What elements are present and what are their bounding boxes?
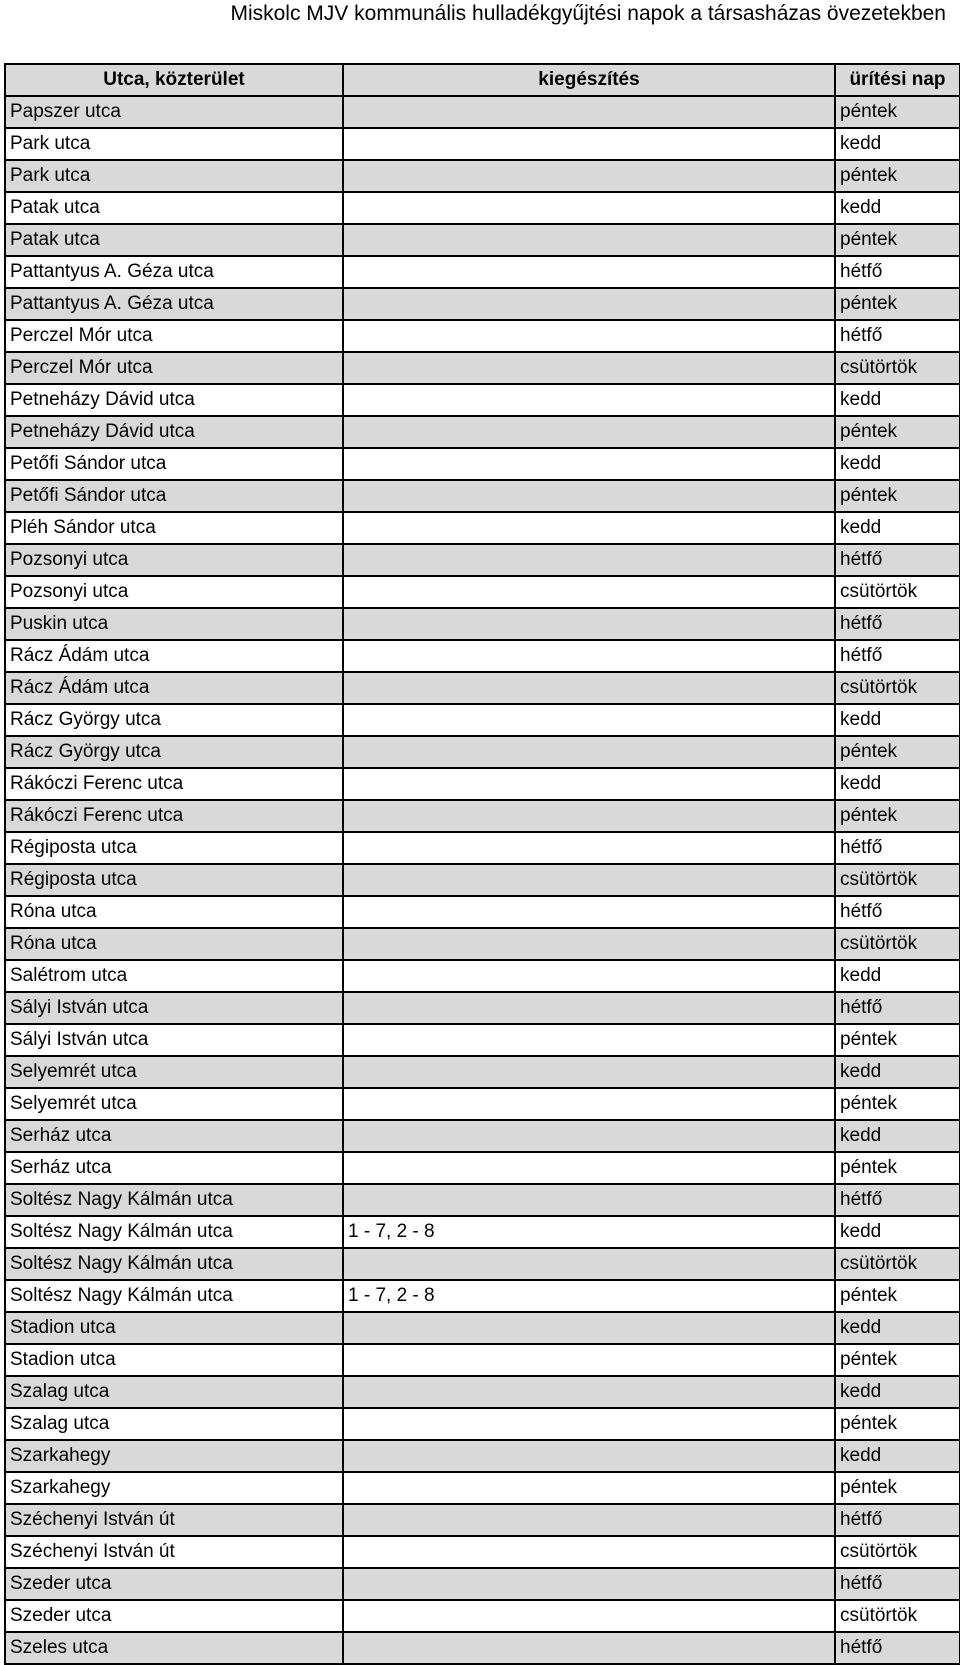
- street-cell: Sályi István utca: [5, 992, 343, 1024]
- street-cell: Sályi István utca: [5, 1024, 343, 1056]
- table-row: [5, 544, 960, 576]
- street-cell: Serház utca: [5, 1152, 343, 1184]
- table-row: [5, 800, 960, 832]
- collection-day-cell: kedd: [835, 192, 960, 224]
- collection-day-cell: kedd: [835, 1056, 960, 1088]
- collection-day-cell: kedd: [835, 1440, 960, 1472]
- supplement-cell: [343, 1536, 835, 1568]
- street-cell: Papszer utca: [5, 96, 343, 128]
- table-row: [5, 1312, 960, 1344]
- street-cell: Pléh Sándor utca: [5, 512, 343, 544]
- collection-day-cell: péntek: [835, 160, 960, 192]
- supplement-cell: [343, 1024, 835, 1056]
- table-row: [5, 416, 960, 448]
- table-row: [5, 672, 960, 704]
- supplement-cell: [343, 608, 835, 640]
- column-header-street: Utca, közterület: [5, 64, 343, 96]
- supplement-cell: [343, 480, 835, 512]
- street-cell: Szeder utca: [5, 1568, 343, 1600]
- street-cell: Selyemrét utca: [5, 1056, 343, 1088]
- table-row: [5, 1248, 960, 1280]
- supplement-cell: [343, 1568, 835, 1600]
- table-row: [5, 384, 960, 416]
- table-row: [5, 960, 960, 992]
- supplement-cell: [343, 896, 835, 928]
- table-row: [5, 640, 960, 672]
- supplement-cell: [343, 416, 835, 448]
- supplement-cell: [343, 800, 835, 832]
- collection-day-cell: kedd: [835, 512, 960, 544]
- collection-day-cell: kedd: [835, 384, 960, 416]
- table-row: [5, 512, 960, 544]
- street-cell: Rákóczi Ferenc utca: [5, 800, 343, 832]
- supplement-cell: 1 - 7, 2 - 8: [343, 1216, 835, 1248]
- table-row: [5, 608, 960, 640]
- collection-day-cell: kedd: [835, 1312, 960, 1344]
- table-row: [5, 160, 960, 192]
- street-cell: Soltész Nagy Kálmán utca: [5, 1280, 343, 1312]
- table-row: [5, 1344, 960, 1376]
- collection-day-cell: hétfő: [835, 1568, 960, 1600]
- table-row: [5, 224, 960, 256]
- street-cell: Széchenyi István út: [5, 1536, 343, 1568]
- table-row: [5, 832, 960, 864]
- supplement-cell: [343, 192, 835, 224]
- street-cell: Rácz György utca: [5, 704, 343, 736]
- table-row: [5, 1280, 960, 1312]
- supplement-cell: [343, 1472, 835, 1504]
- supplement-cell: [343, 672, 835, 704]
- collection-day-cell: csütörtök: [835, 1536, 960, 1568]
- table-row: [5, 192, 960, 224]
- collection-day-cell: hétfő: [835, 608, 960, 640]
- street-cell: Pozsonyi utca: [5, 544, 343, 576]
- street-cell: Szalag utca: [5, 1376, 343, 1408]
- supplement-cell: [343, 1440, 835, 1472]
- table-row: [5, 288, 960, 320]
- supplement-cell: [343, 1152, 835, 1184]
- supplement-cell: [343, 704, 835, 736]
- street-cell: Szalag utca: [5, 1408, 343, 1440]
- supplement-cell: [343, 768, 835, 800]
- collection-day-cell: péntek: [835, 1472, 960, 1504]
- street-cell: Rákóczi Ferenc utca: [5, 768, 343, 800]
- supplement-cell: [343, 576, 835, 608]
- table-row: [5, 352, 960, 384]
- supplement-cell: [343, 992, 835, 1024]
- collection-schedule-table: [4, 63, 960, 1665]
- column-header-collection-day: ürítési nap: [835, 64, 960, 96]
- supplement-cell: [343, 352, 835, 384]
- street-cell: Serház utca: [5, 1120, 343, 1152]
- page-title: Miskolc MJV kommunális hulladékgyűjtési napok a társasházas övezetekben: [230, 2, 946, 25]
- street-cell: Pattantyus A. Géza utca: [5, 256, 343, 288]
- table-row: [5, 1440, 960, 1472]
- collection-day-cell: hétfő: [835, 1184, 960, 1216]
- column-header-supplement: kiegészítés: [343, 64, 835, 96]
- supplement-cell: [343, 544, 835, 576]
- table-row: [5, 736, 960, 768]
- collection-day-cell: péntek: [835, 1088, 960, 1120]
- supplement-cell: [343, 256, 835, 288]
- supplement-cell: [343, 448, 835, 480]
- table-row: [5, 1024, 960, 1056]
- street-cell: Petneházy Dávid utca: [5, 416, 343, 448]
- street-cell: Perczel Mór utca: [5, 320, 343, 352]
- table-row: [5, 1568, 960, 1600]
- supplement-cell: [343, 160, 835, 192]
- street-cell: Patak utca: [5, 192, 343, 224]
- street-cell: Soltész Nagy Kálmán utca: [5, 1216, 343, 1248]
- supplement-cell: 1 - 7, 2 - 8: [343, 1280, 835, 1312]
- table-row: [5, 480, 960, 512]
- supplement-cell: [343, 1184, 835, 1216]
- street-cell: Patak utca: [5, 224, 343, 256]
- table-row: [5, 1472, 960, 1504]
- supplement-cell: [343, 1600, 835, 1632]
- table-header-row: [5, 64, 960, 96]
- collection-day-cell: csütörtök: [835, 576, 960, 608]
- supplement-cell: [343, 96, 835, 128]
- collection-day-cell: csütörtök: [835, 864, 960, 896]
- street-cell: Rácz György utca: [5, 736, 343, 768]
- supplement-cell: [343, 736, 835, 768]
- collection-day-cell: péntek: [835, 736, 960, 768]
- street-cell: Régiposta utca: [5, 832, 343, 864]
- table-row: [5, 96, 960, 128]
- collection-day-cell: péntek: [835, 1280, 960, 1312]
- table-row: [5, 1216, 960, 1248]
- table-row: [5, 768, 960, 800]
- collection-day-cell: kedd: [835, 1376, 960, 1408]
- collection-day-cell: hétfő: [835, 256, 960, 288]
- supplement-cell: [343, 384, 835, 416]
- table-row: [5, 864, 960, 896]
- street-cell: Park utca: [5, 128, 343, 160]
- table-row: [5, 1536, 960, 1568]
- supplement-cell: [343, 864, 835, 896]
- collection-day-cell: péntek: [835, 800, 960, 832]
- street-cell: Park utca: [5, 160, 343, 192]
- collection-day-cell: hétfő: [835, 992, 960, 1024]
- collection-day-cell: hétfő: [835, 1632, 960, 1664]
- supplement-cell: [343, 128, 835, 160]
- supplement-cell: [343, 512, 835, 544]
- supplement-cell: [343, 288, 835, 320]
- collection-day-cell: csütörtök: [835, 672, 960, 704]
- table-row: [5, 896, 960, 928]
- collection-day-cell: kedd: [835, 448, 960, 480]
- street-cell: Stadion utca: [5, 1344, 343, 1376]
- table-row: [5, 256, 960, 288]
- supplement-cell: [343, 1408, 835, 1440]
- collection-day-cell: péntek: [835, 224, 960, 256]
- street-cell: Rácz Ádám utca: [5, 640, 343, 672]
- collection-day-cell: hétfő: [835, 1504, 960, 1536]
- supplement-cell: [343, 1088, 835, 1120]
- collection-day-cell: hétfő: [835, 640, 960, 672]
- table-row: [5, 1504, 960, 1536]
- street-cell: Pattantyus A. Géza utca: [5, 288, 343, 320]
- collection-day-cell: péntek: [835, 96, 960, 128]
- collection-day-cell: péntek: [835, 1344, 960, 1376]
- street-cell: Pozsonyi utca: [5, 576, 343, 608]
- street-cell: Szeder utca: [5, 1600, 343, 1632]
- collection-day-cell: csütörtök: [835, 928, 960, 960]
- street-cell: Puskin utca: [5, 608, 343, 640]
- collection-day-cell: hétfő: [835, 896, 960, 928]
- street-cell: Soltész Nagy Kálmán utca: [5, 1248, 343, 1280]
- street-cell: Petőfi Sándor utca: [5, 448, 343, 480]
- street-cell: Petneházy Dávid utca: [5, 384, 343, 416]
- collection-day-cell: kedd: [835, 1120, 960, 1152]
- collection-day-cell: csütörtök: [835, 352, 960, 384]
- table-row: [5, 1600, 960, 1632]
- collection-day-cell: kedd: [835, 960, 960, 992]
- collection-day-cell: hétfő: [835, 832, 960, 864]
- street-cell: Szarkahegy: [5, 1440, 343, 1472]
- table-row: [5, 992, 960, 1024]
- collection-day-cell: péntek: [835, 1024, 960, 1056]
- table-row: [5, 448, 960, 480]
- table-row: [5, 1376, 960, 1408]
- supplement-cell: [343, 1312, 835, 1344]
- supplement-cell: [343, 320, 835, 352]
- supplement-cell: [343, 960, 835, 992]
- collection-day-cell: csütörtök: [835, 1248, 960, 1280]
- supplement-cell: [343, 1056, 835, 1088]
- table-row: [5, 704, 960, 736]
- supplement-cell: [343, 1504, 835, 1536]
- collection-day-cell: péntek: [835, 1152, 960, 1184]
- collection-day-cell: kedd: [835, 128, 960, 160]
- street-cell: Perczel Mór utca: [5, 352, 343, 384]
- supplement-cell: [343, 832, 835, 864]
- collection-day-cell: hétfő: [835, 320, 960, 352]
- street-cell: Salétrom utca: [5, 960, 343, 992]
- collection-day-cell: péntek: [835, 480, 960, 512]
- collection-day-cell: kedd: [835, 1216, 960, 1248]
- collection-day-cell: kedd: [835, 704, 960, 736]
- street-cell: Rácz Ádám utca: [5, 672, 343, 704]
- street-cell: Régiposta utca: [5, 864, 343, 896]
- supplement-cell: [343, 224, 835, 256]
- supplement-cell: [343, 1344, 835, 1376]
- street-cell: Szeles utca: [5, 1632, 343, 1664]
- street-cell: Róna utca: [5, 896, 343, 928]
- table-row: [5, 1408, 960, 1440]
- table-row: [5, 1184, 960, 1216]
- collection-day-cell: péntek: [835, 416, 960, 448]
- collection-day-cell: hétfő: [835, 544, 960, 576]
- table-row: [5, 1088, 960, 1120]
- street-cell: Selyemrét utca: [5, 1088, 343, 1120]
- street-cell: Róna utca: [5, 928, 343, 960]
- street-cell: Soltész Nagy Kálmán utca: [5, 1184, 343, 1216]
- supplement-cell: [343, 1120, 835, 1152]
- table-row: [5, 128, 960, 160]
- collection-day-cell: csütörtök: [835, 1600, 960, 1632]
- street-cell: Széchenyi István út: [5, 1504, 343, 1536]
- table-row: [5, 1152, 960, 1184]
- table-row: [5, 928, 960, 960]
- collection-day-cell: péntek: [835, 288, 960, 320]
- street-cell: Petőfi Sándor utca: [5, 480, 343, 512]
- collection-day-cell: péntek: [835, 1408, 960, 1440]
- table-row: [5, 1056, 960, 1088]
- supplement-cell: [343, 1248, 835, 1280]
- street-cell: Stadion utca: [5, 1312, 343, 1344]
- supplement-cell: [343, 640, 835, 672]
- table-row: [5, 320, 960, 352]
- collection-day-cell: kedd: [835, 768, 960, 800]
- table-row: [5, 1120, 960, 1152]
- supplement-cell: [343, 928, 835, 960]
- supplement-cell: [343, 1376, 835, 1408]
- street-cell: Szarkahegy: [5, 1472, 343, 1504]
- table-row: [5, 576, 960, 608]
